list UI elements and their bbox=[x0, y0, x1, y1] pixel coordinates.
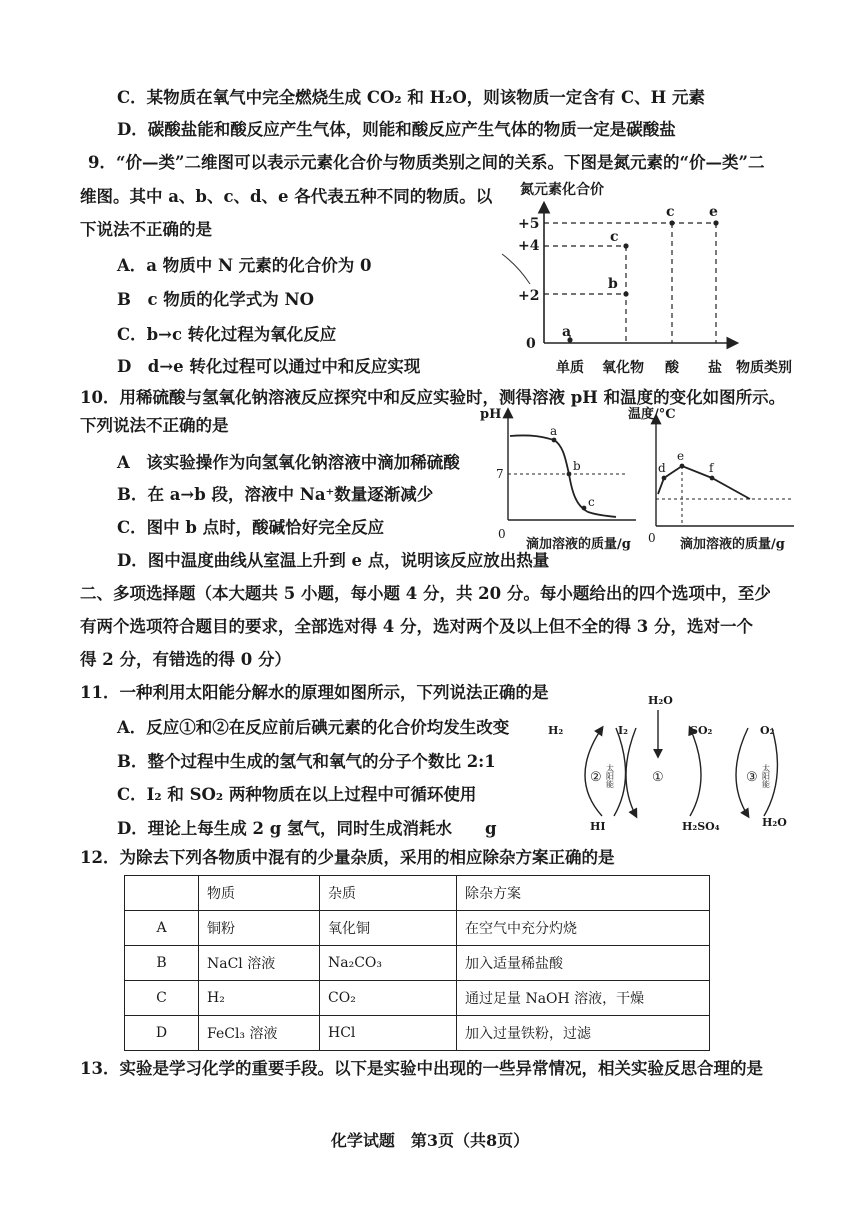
temp-label-d: d bbox=[658, 461, 666, 475]
table-header-cell bbox=[125, 876, 199, 911]
label-a: a bbox=[562, 324, 572, 340]
chart-xlabel: 物质类别 bbox=[736, 360, 792, 376]
label-i2: I₂ bbox=[618, 724, 628, 737]
table-row bbox=[125, 911, 710, 946]
table-header-cell: 杂质 bbox=[320, 876, 457, 911]
table-cell: A bbox=[125, 911, 199, 946]
xtick-salt: 盐 bbox=[708, 360, 722, 376]
table-cell: FeCl₃ 溶液 bbox=[199, 1016, 320, 1051]
ph-label-b: b bbox=[573, 459, 581, 473]
page-footer: 化学试题 第3页（共8页） bbox=[330, 1131, 530, 1150]
q10-stem-line1: 10．用稀硫酸与氢氧化钠溶液反应探究中和反应实验时，测得溶液 pH 和温度的变化如图所示。 bbox=[80, 388, 786, 407]
ph-ytick-7: 7 bbox=[496, 467, 504, 481]
table-header-cell: 物质 bbox=[199, 876, 320, 911]
q9-option-b: B c 物质的化学式为 NO bbox=[117, 290, 314, 309]
ph-xlabel: 滴加溶液的质量/g bbox=[526, 537, 631, 552]
reaction-2-label: ② bbox=[590, 770, 602, 785]
ph-curve bbox=[510, 435, 616, 517]
table-cell: H₂ bbox=[199, 981, 320, 1016]
label-h2so4: H₂SO₄ bbox=[682, 820, 720, 833]
label-e: e bbox=[709, 204, 718, 220]
label-h2o-in: H₂O bbox=[648, 694, 673, 707]
q11-option-c: C．I₂ 和 SO₂ 两种物质在以上过程中可循环使用 bbox=[117, 785, 477, 804]
table-cell: B bbox=[125, 946, 199, 981]
ytick-plus4: +4 bbox=[518, 238, 540, 254]
q11-option-d: D．理论上每生成 2 g 氢气，同时生成消耗水 g bbox=[117, 819, 497, 838]
ytick-plus5: +5 bbox=[518, 216, 540, 232]
chart-ylabel: 氮元素化合价 bbox=[520, 182, 604, 198]
sun-energy-label-left: 太阳能 bbox=[605, 764, 615, 788]
reaction-3-label: ③ bbox=[746, 770, 758, 785]
temp-curve bbox=[658, 466, 750, 499]
table-row bbox=[125, 981, 710, 1016]
temperature-chart bbox=[626, 402, 806, 552]
q10-option-c: C．图中 b 点时，酸碱恰好完全反应 bbox=[117, 518, 385, 537]
q8-option-c: C．某物质在氧气中完全燃烧生成 CO₂ 和 H₂O，则该物质一定含有 C、H 元素 bbox=[117, 88, 705, 107]
table-cell: HCl bbox=[320, 1016, 457, 1051]
ph-label-a: a bbox=[550, 424, 558, 438]
table-cell: 加入适量稀盐酸 bbox=[457, 946, 710, 981]
label-c-oxide: c bbox=[610, 229, 619, 245]
ph-chart bbox=[476, 402, 646, 552]
temp-point-f bbox=[710, 476, 715, 481]
ph-point-c bbox=[582, 506, 587, 511]
temp-point-e bbox=[680, 464, 685, 469]
ph-point-b bbox=[567, 472, 572, 477]
q8-option-d: D．碳酸盐能和酸反应产生气体，则能和酸反应产生气体的物质一定是碳酸盐 bbox=[117, 120, 676, 139]
table-cell: 加入过量铁粉，过滤 bbox=[457, 1016, 710, 1051]
q11-option-a: A．反应①和②在反应前后碘元素的化合价均发生改变 bbox=[117, 718, 510, 737]
label-b: b bbox=[608, 276, 618, 292]
label-h2o-out: H₂O bbox=[762, 816, 787, 829]
q9-stem-line3: 下说法不正确的是 bbox=[80, 220, 212, 239]
q11-option-b: B．整个过程中生成的氢气和氧气的分子个数比 2:1 bbox=[117, 752, 496, 771]
q10-option-b: B．在 a→b 段，溶液中 Na⁺数量逐渐减少 bbox=[117, 485, 434, 504]
q10-stem-line2: 下列说法不正确的是 bbox=[80, 416, 229, 435]
table-cell: D bbox=[125, 1016, 199, 1051]
point-c-acid bbox=[669, 220, 674, 225]
q9-stem-line2: 维图。其中 a、b、c、d、e 各代表五种不同的物质。以 bbox=[80, 187, 493, 206]
label-so2: SO₂ bbox=[690, 724, 713, 737]
temp-point-d bbox=[662, 476, 667, 481]
q9-stem-line1: 9．“价—类”二维图可以表示元素化合价与物质类别之间的关系。下图是氮元素的“价—类”二 bbox=[88, 153, 765, 172]
section2-line1: 二、多项选择题（本大题共 5 小题，每小题 4 分，共 20 分。每小题给出的四个选项中，至少 bbox=[80, 584, 771, 603]
q12-stem: 12．为除去下列各物质中混有的少量杂质，采用的相应除杂方案正确的是 bbox=[80, 848, 615, 867]
label-o2: O₂ bbox=[760, 724, 775, 737]
xtick-acid: 酸 bbox=[665, 360, 679, 376]
table-cell: CO₂ bbox=[320, 981, 457, 1016]
xtick-element: 单质 bbox=[556, 360, 584, 376]
section2-line2: 有两个选项符合题目的要求，全部选对得 4 分，选对两个及以上但不全的得 3 分，选对一个 bbox=[80, 617, 753, 636]
section2-line3: 得 2 分，有错选的得 0 分） bbox=[80, 650, 291, 669]
temp-label-f: f bbox=[709, 461, 714, 475]
label-c-acid: c bbox=[666, 204, 675, 220]
q10-option-d: D．图中温度曲线从室温上升到 e 点，说明该反应放出热量 bbox=[117, 551, 550, 570]
ytick-zero: 0 bbox=[526, 336, 536, 352]
table-header-row bbox=[125, 876, 710, 911]
q9-option-d: D d→e 转化过程可以通过中和反应实现 bbox=[117, 357, 421, 376]
q11-stem: 11．一种利用太阳能分解水的原理如图所示，下列说法正确的是 bbox=[80, 683, 549, 702]
table-row bbox=[125, 1016, 710, 1051]
table-cell: 氧化铜 bbox=[320, 911, 457, 946]
xtick-oxide: 氧化物 bbox=[602, 360, 644, 376]
table-cell: Na₂CO₃ bbox=[320, 946, 457, 981]
label-h2: H₂ bbox=[548, 724, 564, 737]
label-hi: HI bbox=[590, 820, 606, 833]
q13-stem: 13．实验是学习化学的重要手段。以下是实验中出现的一些异常情况，相关实验反思合理的是 bbox=[80, 1059, 763, 1078]
nitrogen-valence-chart bbox=[490, 176, 820, 382]
table-header-cell: 除杂方案 bbox=[457, 876, 710, 911]
reaction-1-label: ① bbox=[652, 770, 664, 785]
sun-energy-label-right: 太阳能 bbox=[761, 764, 771, 788]
q9-option-a: A．a 物质中 N 元素的化合价为 0 bbox=[117, 256, 372, 275]
point-e bbox=[713, 220, 718, 225]
table-cell: 在空气中充分灼烧 bbox=[457, 911, 710, 946]
temp-origin: 0 bbox=[648, 531, 656, 545]
table-cell: 通过足量 NaOH 溶液，干燥 bbox=[457, 981, 710, 1016]
ph-label-c: c bbox=[588, 495, 595, 509]
temp-xlabel: 滴加溶液的质量/g bbox=[680, 537, 785, 552]
q9-option-c: C．b→c 转化过程为氧化反应 bbox=[117, 325, 337, 344]
table-cell: NaCl 溶液 bbox=[199, 946, 320, 981]
point-b bbox=[623, 291, 628, 296]
table-cell: 铜粉 bbox=[199, 911, 320, 946]
table-row bbox=[125, 946, 710, 981]
ph-origin: 0 bbox=[498, 527, 506, 541]
impurity-removal-table bbox=[124, 875, 710, 1051]
table-cell: C bbox=[125, 981, 199, 1016]
q10-option-a: A 该实验操作为向氢氧化钠溶液中滴加稀硫酸 bbox=[117, 453, 460, 472]
point-c-oxide bbox=[623, 243, 628, 248]
ytick-plus2: +2 bbox=[518, 288, 540, 304]
solar-water-splitting-diagram bbox=[540, 686, 812, 836]
ph-ylabel: pH bbox=[480, 407, 502, 422]
temp-label-e: e bbox=[677, 449, 685, 463]
ph-point-a bbox=[552, 438, 557, 443]
temp-ylabel: 温度/°C bbox=[628, 407, 676, 422]
